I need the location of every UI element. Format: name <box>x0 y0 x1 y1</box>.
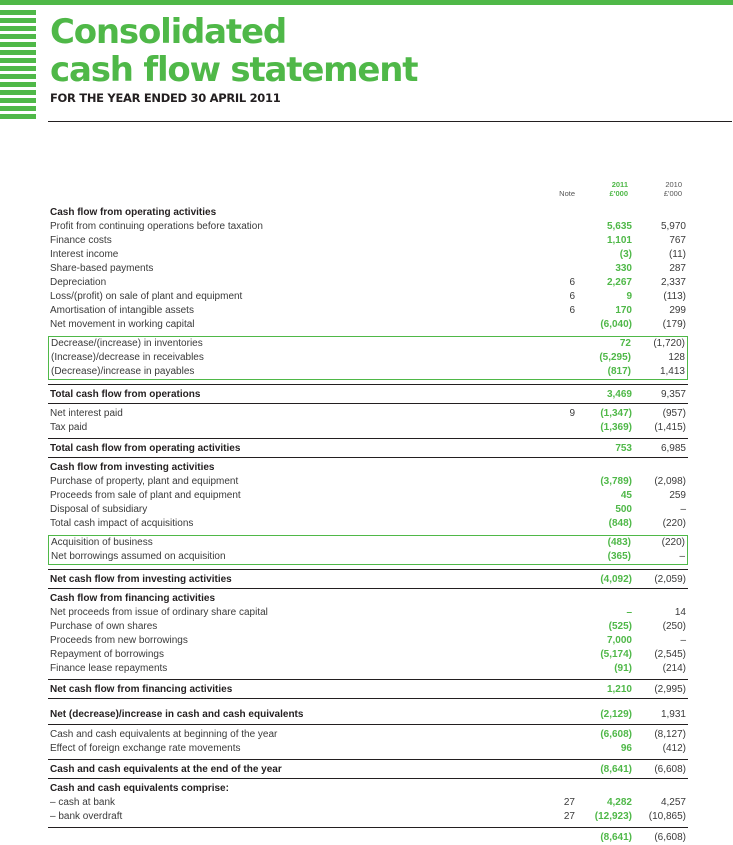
decorative-stripe <box>0 66 36 71</box>
row-value-2011: 753 <box>615 443 632 454</box>
decorative-stripe <box>0 114 36 119</box>
row-label: Purchase of property, plant and equipment <box>50 476 239 487</box>
row-value-2011: (2,129) <box>600 709 632 720</box>
header-rule <box>48 121 732 122</box>
row-value-2011: 500 <box>615 504 632 515</box>
year-2011-unit: £'000 <box>609 189 628 198</box>
row-label: Total cash impact of acquisitions <box>50 518 194 529</box>
row-label: Net cash flow from financing activities <box>50 684 233 695</box>
row-value-2011: (6,608) <box>600 729 632 740</box>
page-title <box>50 13 417 89</box>
row-value-2010: (6,608) <box>654 764 686 775</box>
row-value-2010: 9,357 <box>660 389 686 400</box>
row-value-2011: 7,000 <box>606 635 632 646</box>
row-label: Profit from continuing operations before taxation <box>50 221 263 232</box>
table-row <box>48 438 688 458</box>
row-value-2010: (220) <box>661 537 685 548</box>
table-row <box>49 550 687 564</box>
row-value-2011: 96 <box>620 743 632 754</box>
row-value-2011: 9 <box>626 291 632 302</box>
row-value-2010: 2,337 <box>660 277 686 288</box>
decorative-stripe <box>0 74 36 79</box>
decorative-stripes <box>0 0 36 124</box>
row-value-2011: (12,923) <box>594 811 632 822</box>
row-label: Total cash flow from operations <box>50 389 201 400</box>
row-value-2011: (1,369) <box>600 422 632 433</box>
row-note: 6 <box>569 277 575 288</box>
table-row <box>48 782 688 796</box>
row-label: Purchase of own shares <box>50 621 158 632</box>
breakdown-group <box>48 336 688 380</box>
table-row <box>48 421 688 435</box>
row-value-2011: (8,641) <box>600 764 632 775</box>
row-label: Depreciation <box>50 277 107 288</box>
row-value-2011: (1,347) <box>600 408 632 419</box>
row-value-2011: (6,040) <box>600 319 632 330</box>
row-value-2011: 5,635 <box>606 221 632 232</box>
row-value-2011: 2,267 <box>606 277 632 288</box>
row-label: Effect of foreign exchange rate movements <box>50 743 241 754</box>
note-column-header: Note <box>559 189 575 198</box>
row-label: Proceeds from new borrowings <box>50 635 188 646</box>
year-2011-column-header <box>596 180 628 198</box>
row-value-2011: (483) <box>607 537 631 548</box>
row-label: Cash flow from operating activities <box>50 207 217 218</box>
row-value-2011: – <box>626 607 632 618</box>
row-value-2011: (848) <box>608 518 632 529</box>
row-value-2010: 128 <box>668 352 685 363</box>
row-value-2011: (8,641) <box>600 832 632 843</box>
row-label: Net borrowings assumed on acquisition <box>51 551 226 562</box>
row-value-2011: 4,282 <box>606 797 632 808</box>
row-value-2010: 767 <box>669 235 686 246</box>
row-value-2010: (2,995) <box>654 684 686 695</box>
row-label: Disposal of subsidiary <box>50 504 148 515</box>
decorative-stripe <box>0 98 36 103</box>
row-value-2010: – <box>679 551 685 562</box>
row-label: Finance lease repayments <box>50 663 168 674</box>
table-row <box>48 290 688 304</box>
year-2010-column-header <box>650 180 682 198</box>
table-row <box>48 248 688 262</box>
row-label: Cash and cash equivalents at the end of the year <box>50 764 282 775</box>
table-row <box>48 606 688 620</box>
table-row <box>49 337 687 351</box>
row-value-2010: (1,720) <box>653 338 685 349</box>
row-label: Net movement in working capital <box>50 319 195 330</box>
row-label: Decrease/(increase) in inventories <box>51 338 203 349</box>
year-2010-unit: £'000 <box>663 189 682 198</box>
decorative-stripe <box>0 106 36 111</box>
row-label: Cash and cash equivalents at beginning of the year <box>50 729 278 740</box>
decorative-stripe <box>0 58 36 63</box>
table-row <box>48 206 688 220</box>
table-row <box>48 592 688 606</box>
row-label: – bank overdraft <box>50 811 123 822</box>
row-value-2010: (412) <box>662 743 686 754</box>
row-value-2010: 14 <box>674 607 686 618</box>
row-label: Acquisition of business <box>51 537 153 548</box>
decorative-stripe <box>0 34 36 39</box>
table-row <box>48 517 688 531</box>
row-value-2011: 72 <box>619 338 631 349</box>
row-label: Finance costs <box>50 235 112 246</box>
row-value-2011: 1,101 <box>606 235 632 246</box>
table-row <box>48 796 688 810</box>
table-row <box>48 475 688 489</box>
row-label: Cash and cash equivalents comprise: <box>50 783 229 794</box>
decorative-stripe <box>0 50 36 55</box>
decorative-stripe <box>0 18 36 23</box>
row-value-2011: (3,789) <box>600 476 632 487</box>
row-value-2011: (3) <box>619 249 632 260</box>
decorative-stripe <box>0 10 36 15</box>
row-label: Cash flow from financing activities <box>50 593 216 604</box>
row-label: Net cash flow from investing activities <box>50 574 232 585</box>
table-row <box>48 810 688 824</box>
row-value-2010: (957) <box>662 408 686 419</box>
table-row <box>48 705 688 725</box>
row-value-2011: 1,210 <box>606 684 632 695</box>
row-label: Loss/(profit) on sale of plant and equipment <box>50 291 243 302</box>
table-row <box>48 569 688 589</box>
year-2011-label: 2011 <box>611 180 628 189</box>
row-value-2010: (113) <box>663 291 686 302</box>
row-label: Net (decrease)/increase in cash and cash equivalents <box>50 709 304 720</box>
table-row <box>49 365 687 379</box>
table-row <box>48 304 688 318</box>
row-value-2010: – <box>680 635 686 646</box>
row-value-2010: 299 <box>669 305 686 316</box>
page-title-line1: Consolidated <box>50 12 286 52</box>
year-2010-label: 2010 <box>665 180 682 189</box>
row-value-2010: (1,415) <box>654 422 686 433</box>
table-row <box>48 831 688 845</box>
table-row <box>48 728 688 742</box>
row-note: 9 <box>569 408 575 419</box>
row-note: 27 <box>563 797 575 808</box>
table-row <box>49 351 687 365</box>
row-label: Net interest paid <box>50 408 123 419</box>
table-row <box>48 759 688 779</box>
row-value-2011: (4,092) <box>600 574 632 585</box>
row-value-2010: (2,098) <box>654 476 686 487</box>
row-value-2011: (5,174) <box>600 649 632 660</box>
row-value-2011: 330 <box>615 263 632 274</box>
table-row <box>48 634 688 648</box>
row-value-2011: (365) <box>607 551 631 562</box>
row-value-2010: (11) <box>668 249 686 260</box>
page-title-line2: cash flow statement <box>50 50 418 90</box>
row-label: Tax paid <box>50 422 88 433</box>
row-value-2010: (214) <box>662 663 686 674</box>
row-label: Proceeds from sale of plant and equipment <box>50 490 241 501</box>
row-label: Interest income <box>50 249 119 260</box>
row-note: 6 <box>569 291 575 302</box>
table-row <box>48 503 688 517</box>
row-value-2011: (817) <box>607 366 631 377</box>
row-value-2010: 287 <box>669 263 686 274</box>
row-value-2010: – <box>680 504 686 515</box>
breakdown-group <box>48 535 688 565</box>
table-row <box>48 384 688 404</box>
row-label: Repayment of borrowings <box>50 649 164 660</box>
table-row <box>48 220 688 234</box>
row-value-2010: 1,931 <box>660 709 686 720</box>
row-value-2011: (525) <box>608 621 632 632</box>
row-label: Net proceeds from issue of ordinary share capital <box>50 607 268 618</box>
table-row <box>48 662 688 676</box>
row-value-2010: (10,865) <box>648 811 686 822</box>
table-row <box>48 679 688 699</box>
row-label: – cash at bank <box>50 797 116 808</box>
decorative-stripe <box>0 90 36 95</box>
row-label: Share-based payments <box>50 263 154 274</box>
row-value-2011: 3,469 <box>606 389 632 400</box>
row-value-2011: (5,295) <box>599 352 631 363</box>
table-row <box>48 742 688 756</box>
row-value-2010: 6,985 <box>660 443 686 454</box>
table-row <box>48 461 688 475</box>
row-value-2010: (6,608) <box>654 832 686 843</box>
row-value-2010: (2,545) <box>654 649 686 660</box>
table-row <box>48 648 688 662</box>
row-note: 27 <box>563 811 575 822</box>
row-label: (Decrease)/increase in payables <box>51 366 195 377</box>
decorative-stripe <box>0 26 36 31</box>
table-row <box>48 318 688 332</box>
cash-flow-table <box>48 206 688 845</box>
table-row <box>48 407 688 421</box>
row-value-2010: 5,970 <box>660 221 686 232</box>
row-note: 6 <box>569 305 575 316</box>
table-row <box>48 262 688 276</box>
row-value-2010: 259 <box>669 490 686 501</box>
row-value-2010: (220) <box>662 518 686 529</box>
row-value-2010: (250) <box>662 621 686 632</box>
row-label: Total cash flow from operating activities <box>50 443 241 454</box>
row-value-2011: (91) <box>614 663 632 674</box>
table-row <box>48 620 688 634</box>
decorative-stripe <box>0 42 36 47</box>
row-label: (Increase)/decrease in receivables <box>51 352 204 363</box>
decorative-stripe <box>0 82 36 87</box>
row-value-2010: (2,059) <box>654 574 686 585</box>
table-row <box>48 234 688 248</box>
table-row <box>48 276 688 290</box>
row-label: Amortisation of intangible assets <box>50 305 194 316</box>
top-accent-bar <box>0 0 733 5</box>
row-value-2010: (179) <box>662 319 686 330</box>
row-value-2010: (8,127) <box>654 729 686 740</box>
page-subtitle: FOR THE YEAR ENDED 30 APRIL 2011 <box>50 91 281 105</box>
row-value-2011: 45 <box>620 490 632 501</box>
table-row <box>48 489 688 503</box>
row-value-2010: 1,413 <box>659 366 685 377</box>
row-value-2010: 4,257 <box>660 797 686 808</box>
table-row <box>49 536 687 550</box>
row-label: Cash flow from investing activities <box>50 462 215 473</box>
row-value-2011: 170 <box>615 305 632 316</box>
